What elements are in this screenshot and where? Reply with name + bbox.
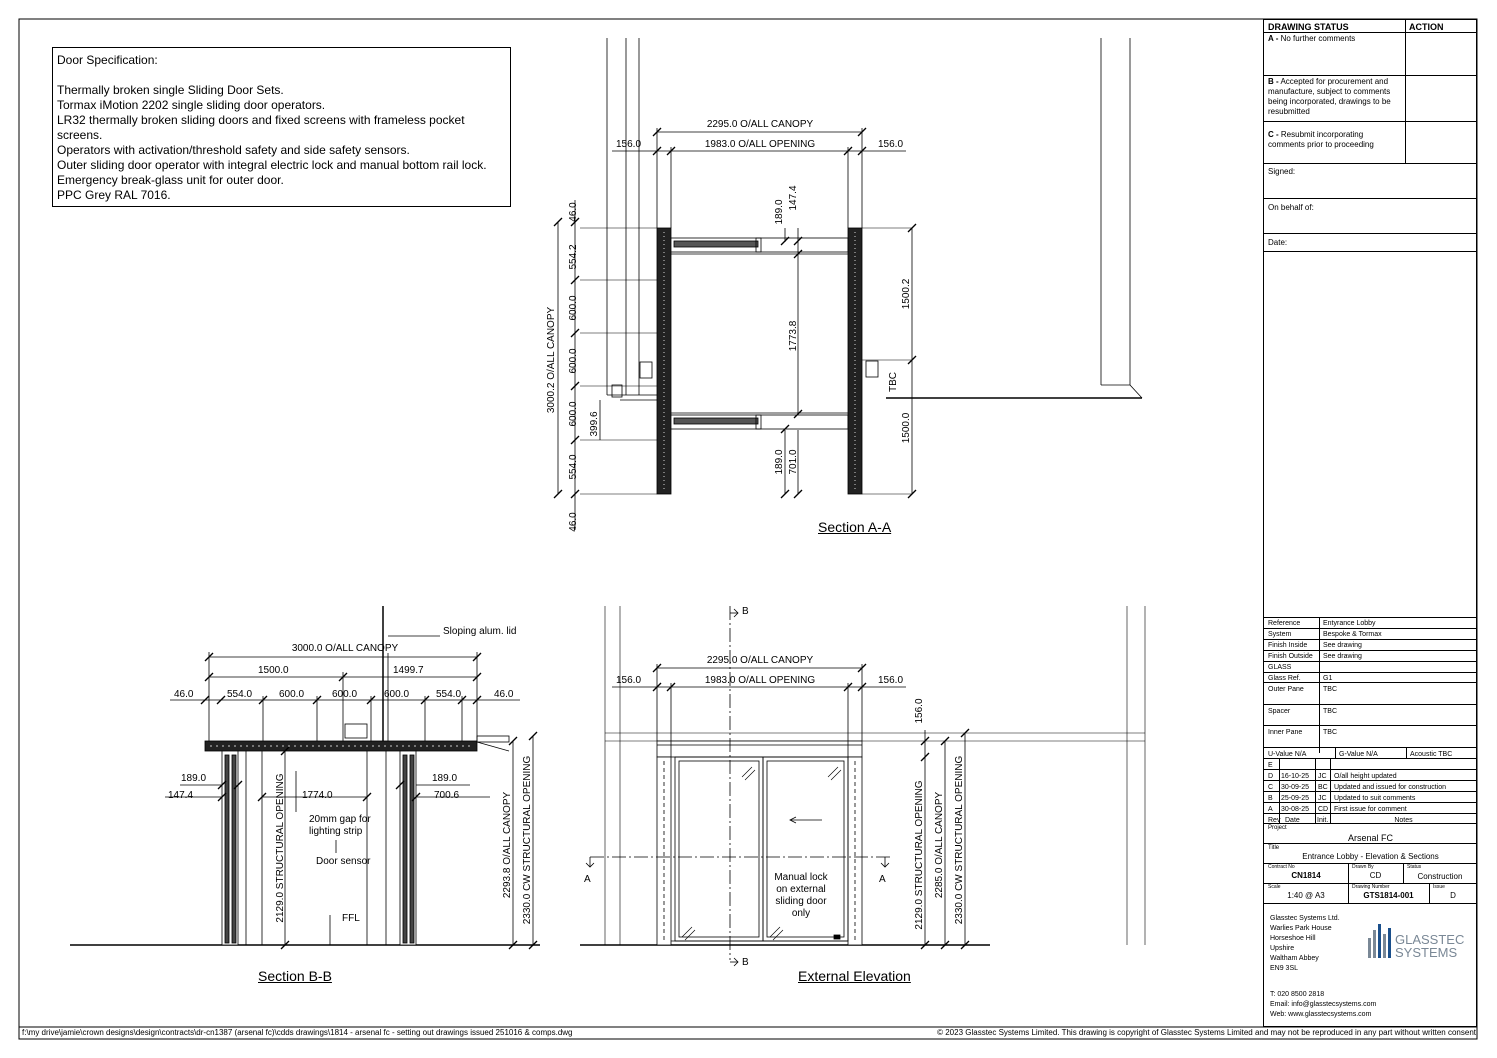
bb-dim-189a: 189.0	[181, 773, 207, 784]
logo-bottom-text: SYSTEMS	[1395, 945, 1458, 960]
spec-line: Outer sliding door operator with integral electric lock and manual bottom rail lock.	[57, 158, 487, 172]
rev-header-rev: Rev	[1268, 817, 1281, 824]
aa-dim-189b: 189.0	[774, 449, 785, 475]
issue-value: D	[1450, 891, 1456, 900]
contract-label: Contract No	[1268, 864, 1295, 870]
aa-dim-600a: 600.0	[568, 295, 579, 321]
address-line: Upshire	[1270, 945, 1295, 952]
action-header: ACTION	[1409, 22, 1444, 32]
bb-note-lid: Sloping alum. lid	[443, 626, 517, 637]
info-value: Bespoke & Tormax	[1323, 631, 1382, 638]
bb-half-a: 1500.0	[258, 665, 289, 676]
info-value: See drawing	[1323, 653, 1362, 660]
ee-marker-b-bottom: B	[742, 957, 749, 968]
status-label: Status	[1407, 864, 1422, 870]
bb-dim-canopy-h: 2293.8 O/ALL CANOPY	[502, 791, 513, 899]
ee-marker-a-left: A	[584, 874, 591, 885]
rev-init: JC	[1318, 795, 1327, 802]
contact-phone: T: 020 8500 2818	[1270, 991, 1325, 998]
ee-dim-cw: 2330.0 CW STRUCTURAL OPENING	[954, 755, 965, 925]
glass-label: Spacer	[1268, 708, 1291, 715]
drawn-by: CD	[1369, 871, 1382, 880]
spec-line: Tormax iMotion 2202 single sliding door operators.	[57, 98, 326, 112]
ee-marker-a-right: A	[879, 874, 886, 885]
glass-value: G1	[1323, 675, 1333, 682]
aa-dim-15002: 1500.2	[901, 278, 912, 310]
bb-dim-189b: 189.0	[432, 773, 458, 784]
contact-web: Web: www.glasstecsystems.com	[1270, 1011, 1372, 1018]
aa-left-dim: 156.0	[616, 139, 642, 150]
glass-label: Glass Ref.	[1268, 675, 1301, 682]
spec-line: Operators with activation/threshold safety and side safety sensors.	[57, 143, 410, 157]
g-value: G-Value N/A	[1339, 751, 1378, 758]
spec-title: Door Specification:	[57, 53, 158, 67]
spec-line: Thermally broken single Sliding Door Sets.	[57, 83, 284, 97]
rev-note: Updated and issued for construction	[1334, 784, 1447, 791]
rev-code: A	[1268, 806, 1273, 813]
bb-seg-600c: 600.0	[384, 689, 410, 700]
rev-note: First issue for comment	[1334, 806, 1407, 813]
glass-label: Outer Pane	[1268, 686, 1304, 693]
address-line: Warlies Park House	[1270, 925, 1332, 932]
spec-line: LR32 thermally broken sliding doors and fixed screens with frameless pocket screens.	[57, 113, 465, 142]
rev-header-date: Date	[1285, 817, 1300, 824]
address-line: EN9 3SL	[1270, 965, 1299, 972]
file-path: f:\my drive\jamie\crown designs\design\contracts\dr-cn1387 (arsenal fc)\cdds drawings\1814 - arsenal fc - setting out drawings issued 251016 & comps.dwg	[22, 1028, 573, 1037]
ee-dim-canopy-h: 2285.0 O/ALL CANOPY	[934, 791, 945, 899]
aa-opening-dim: 1983.0 O/ALL OPENING	[704, 139, 816, 150]
bb-dim-7006: 700.6	[434, 790, 460, 801]
ee-opening-dim: 1983.0 O/ALL OPENING	[704, 675, 816, 686]
project-label: Project	[1268, 825, 1287, 831]
aa-dim-46a: 46.0	[568, 202, 579, 222]
contract-number: CN1814	[1291, 871, 1321, 880]
rev-date: 30-09-25	[1281, 784, 1310, 791]
status-a-code: A -	[1268, 34, 1279, 43]
status-a-text: No further comments	[1280, 34, 1356, 43]
drawing-number-label: Drawing Number	[1352, 884, 1390, 890]
section-aa-title: Section A-A	[818, 519, 892, 535]
scale-label: Scale	[1268, 884, 1281, 890]
ee-note-manual-lock: Manual lock on external sliding door only	[770, 872, 832, 920]
glasstec-logo	[1362, 916, 1472, 961]
acoustic-value: Acoustic TBC	[1410, 751, 1453, 758]
aa-dim-701: 701.0	[788, 449, 799, 475]
status-c-code: C -	[1268, 130, 1279, 139]
copyright-notice: © 2023 Glasstec Systems Limited. This drawing is copyright of Glasstec Systems Limited and may not be reproduced in any part without written consent	[937, 1028, 1476, 1037]
section-bb-title: Section B-B	[258, 968, 332, 984]
info-label: System	[1268, 631, 1292, 638]
aa-dim-554b: 554.0	[568, 454, 579, 480]
glass-header: GLASS	[1264, 662, 1319, 674]
contact-email: Email: info@glasstecsystems.com	[1270, 1001, 1377, 1008]
spec-line: Emergency break-glass unit for outer door.	[57, 173, 284, 187]
aa-dim-17738: 1773.8	[788, 320, 799, 352]
title-label: Title	[1268, 845, 1280, 851]
aa-right-dim: 156.0	[878, 139, 904, 150]
info-label: Finish Inside	[1268, 642, 1308, 649]
issue-label: Issue	[1433, 884, 1445, 890]
behalf-label: On behalf of:	[1268, 203, 1314, 212]
address-line: Waltham Abbey	[1270, 955, 1319, 962]
bb-note-gap: 20mm gap for lighting strip	[309, 814, 371, 837]
bb-seg-600a: 600.0	[279, 689, 305, 700]
address-line: Glasstec Systems Ltd.	[1270, 915, 1340, 922]
project-name: Arsenal FC	[1347, 833, 1393, 843]
bb-note-sensor: Door sensor	[316, 856, 371, 867]
info-label: Finish Outside	[1268, 653, 1313, 660]
glass-value: TBC	[1323, 686, 1337, 693]
aa-dim-600b: 600.0	[568, 348, 579, 374]
rev-date: 30-08-25	[1281, 806, 1310, 813]
bb-seg-46b: 46.0	[494, 689, 514, 700]
status-header: DRAWING STATUS	[1268, 22, 1349, 32]
title-block	[1263, 19, 1477, 1027]
bb-seg-600b: 600.0	[332, 689, 358, 700]
rev-init: BC	[1318, 784, 1328, 791]
aa-canopy-dim: 2295.0 O/ALL CANOPY	[706, 119, 814, 130]
external-elevation-title: External Elevation	[798, 968, 911, 984]
ee-dim-structural: 2129.0 STRUCTURAL OPENING	[914, 780, 925, 930]
ee-marker-b-top: B	[742, 606, 749, 617]
rev-date: 16-10-25	[1281, 773, 1310, 780]
rev-note: Updated to suit comments	[1334, 795, 1416, 802]
u-value: U-Value N/A	[1268, 751, 1307, 758]
ee-left-dim: 156.0	[616, 675, 642, 686]
spec-line: PPC Grey RAL 7016.	[57, 188, 171, 202]
aa-dim-189a: 189.0	[774, 199, 785, 225]
glass-value: TBC	[1323, 729, 1337, 736]
drawing-status-value: Construction	[1417, 872, 1463, 881]
bb-seg-554a: 554.0	[227, 689, 253, 700]
status-b-code: B -	[1268, 77, 1279, 86]
drawing-title: Entrance Lobby - Elevation & Sections	[1302, 852, 1439, 861]
rev-note: O/all height updated	[1334, 773, 1397, 780]
rev-init: JC	[1318, 773, 1327, 780]
aa-dim-1500: 1500.0	[901, 412, 912, 444]
signed-label: Signed:	[1268, 167, 1296, 176]
drawn-label: Drawn By	[1352, 864, 1374, 870]
bb-dim-1774: 1774.0	[302, 790, 333, 801]
aa-dim-overall: 3000.2 O/ALL CANOPY	[546, 306, 557, 414]
bb-note-ffl: FFL	[342, 913, 360, 924]
drawing-number: GTS1814-001	[1363, 891, 1414, 900]
rev-init: CD	[1318, 806, 1329, 813]
scale-value: 1:40 @ A3	[1287, 891, 1325, 900]
bb-half-b: 1499.7	[393, 665, 424, 676]
ee-right-dim: 156.0	[878, 675, 904, 686]
rev-code: D	[1268, 773, 1274, 780]
bb-seg-554b: 554.0	[436, 689, 462, 700]
info-value: See drawing	[1323, 642, 1362, 649]
aa-dim-3996: 399.6	[589, 411, 600, 437]
bb-dim-1474: 147.4	[168, 790, 194, 801]
bb-canopy-dim: 3000.0 O/ALL CANOPY	[291, 643, 399, 654]
glass-value: TBC	[1323, 708, 1337, 715]
logo-top-text: GLASSTEC	[1395, 932, 1465, 947]
rev-header-notes: Notes	[1394, 817, 1413, 824]
aa-dim-tbc: TBC	[888, 372, 899, 392]
rev-code: E	[1268, 762, 1273, 769]
glass-label: Inner Pane	[1268, 729, 1303, 736]
bb-seg-46a: 46.0	[174, 689, 194, 700]
rev-code: C	[1268, 784, 1274, 791]
info-value: Entyrance Lobby	[1323, 620, 1376, 627]
aa-dim-600c: 600.0	[568, 401, 579, 427]
rev-code: B	[1268, 795, 1273, 802]
rev-date: 25-09-25	[1281, 795, 1310, 802]
status-c-text: Resubmit incorporating comments prior to proceeding	[1268, 130, 1374, 149]
aa-dim-554a: 554.2	[568, 244, 579, 270]
ee-canopy-dim: 2295.0 O/ALL CANOPY	[706, 655, 814, 666]
bb-dim-structural: 2129.0 STRUCTURAL OPENING	[275, 773, 286, 923]
status-b-text: Accepted for procurement and manufacture, subject to comments being incorporated, drawings to be resubmitted	[1268, 77, 1391, 116]
aa-dim-1474: 147.4	[788, 185, 799, 211]
info-label: Reference	[1268, 620, 1301, 627]
aa-dim-46b: 46.0	[568, 512, 579, 532]
address-line: Horseshoe Hill	[1270, 935, 1316, 942]
bb-dim-cw: 2330.0 CW STRUCTURAL OPENING	[522, 755, 533, 925]
rev-header-init: Init.	[1317, 817, 1329, 824]
date-label: Date:	[1268, 238, 1288, 247]
ee-dim-top: 156.0	[914, 698, 925, 724]
